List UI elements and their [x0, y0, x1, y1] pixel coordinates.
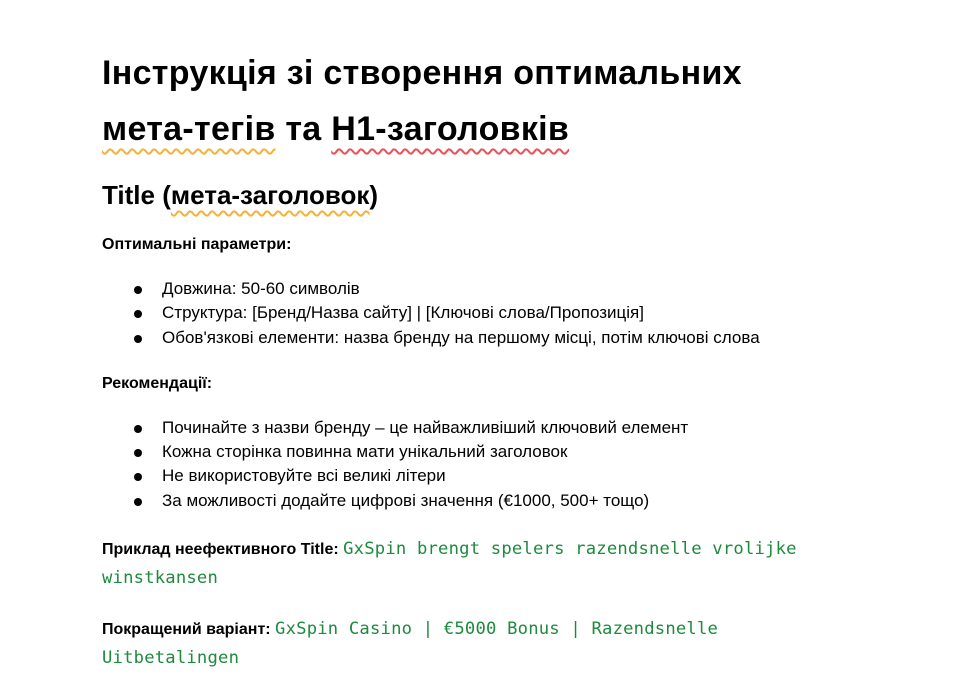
section-title-prefix: Title ( [102, 180, 171, 210]
bullet-icon [134, 449, 142, 457]
bullet-icon [134, 286, 142, 294]
bullet-icon [134, 335, 142, 343]
recs-label: Рекомендації: [102, 374, 213, 392]
params-label: Оптимальні параметри: [102, 236, 292, 253]
section-title [102, 179, 902, 211]
list-item-text: Обов'язкові елементи: назва бренду на першому місці, потім ключові слова [162, 327, 760, 347]
bad-example [102, 535, 862, 593]
document-title [102, 45, 902, 157]
list-item-text: Довжина: 50-60 символів [162, 279, 360, 298]
section-title-suffix: ) [369, 180, 379, 210]
list-item [102, 277, 902, 301]
list-item [102, 489, 902, 513]
recs-list [102, 416, 902, 513]
title-line-2 [102, 101, 902, 157]
list-item [102, 416, 902, 440]
bad-example-code: GxSpin brengt spelers razendsnelle vrolijke winstkansen [102, 539, 797, 589]
title-connector: та [275, 110, 332, 148]
good-example-label: Покращений варіант: [102, 621, 276, 639]
list-item-text: За можливості додайте цифрові значення (€1000, 500+ тощо) [162, 490, 650, 510]
params-list [102, 277, 902, 350]
good-example [102, 615, 862, 673]
bad-example-label: Приклад неефективного Title: [102, 541, 344, 559]
bullet-icon [134, 425, 142, 433]
list-item [102, 326, 902, 350]
list-item-text: Не використовуйте всі великі літери [162, 466, 446, 486]
title-line-1: Інструкція зі створення оптимальних [102, 54, 742, 92]
list-item [102, 440, 902, 464]
spellcheck-word-meta-heading[interactable]: мета-заголовок [170, 180, 370, 210]
bullet-icon [134, 310, 142, 318]
list-item-text: Структура: [Бренд/Назва сайту] | [Ключові слова/Пропозиція] [162, 303, 644, 323]
bullet-icon [134, 473, 142, 481]
list-item-text: Починайте з назви бренду – це найважливіший ключовий елемент [162, 417, 689, 437]
list-item-text: Кожна сторінка повинна мати унікальний заголовок [162, 442, 568, 462]
spellcheck-word-meta-tags[interactable]: мета-тегів [102, 110, 276, 148]
list-item [102, 464, 902, 488]
list-item [102, 301, 902, 325]
good-example-code: GxSpin Casino | €5000 Bonus | Razendsnelle Uitbetalingen [102, 619, 719, 669]
spellcheck-word-h1-headings[interactable]: H1-заголовків [331, 110, 570, 148]
bullet-icon [134, 498, 142, 506]
